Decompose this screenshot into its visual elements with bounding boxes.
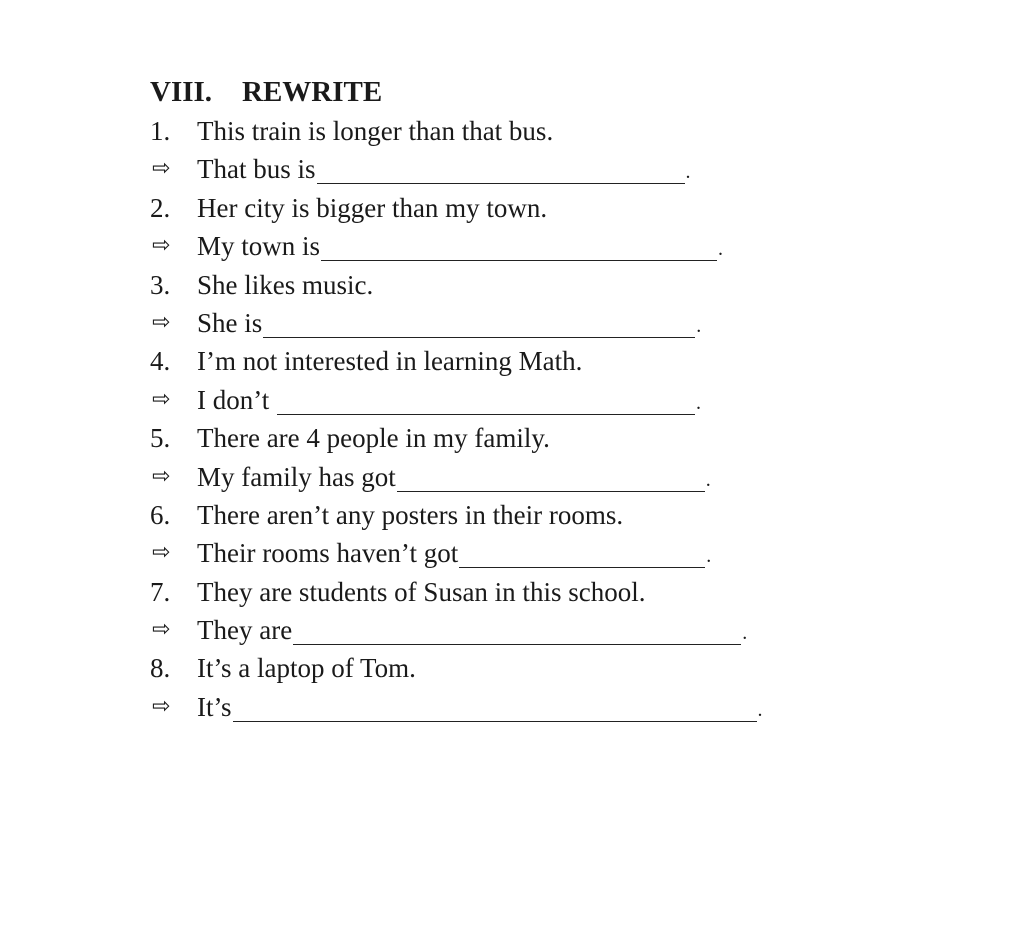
answer-start-text: My family has got [197,461,396,492]
exercise-prompt [150,266,850,304]
answer-blank[interactable] [263,311,695,338]
answer-start-text: She is [197,307,263,338]
arrow-icon: ⇨ [152,309,171,335]
answer-blank[interactable] [397,465,705,492]
item-number: 1. [150,116,171,146]
answer-blank[interactable] [293,618,741,645]
arrow-icon: ⇨ [152,617,171,643]
answer-line [150,458,850,496]
prompt-text: This train is longer than that bus. [197,116,554,146]
answer-line [150,150,850,188]
item-number: 4. [150,346,171,377]
answer-start-text: I don’t [197,384,276,415]
period: . [718,238,724,261]
section-heading [150,72,850,112]
section-title: REWRITE [242,76,383,108]
answer-blank[interactable] [233,695,757,722]
answer-line [150,381,850,419]
period: . [696,391,701,414]
item-number: 3. [150,269,171,300]
answer-blank[interactable] [321,234,717,261]
answer-blank[interactable] [459,541,705,568]
period: . [706,545,712,568]
period: . [757,698,763,721]
answer-line [150,227,850,265]
prompt-text: It’s a laptop of Tom. [197,653,416,684]
answer-blank[interactable] [317,157,685,184]
item-number: 8. [150,653,171,684]
exercise-prompt [150,189,850,227]
item-number: 7. [150,576,171,607]
period: . [742,622,748,645]
prompt-text: I’m not interested in learning Math. [197,346,583,377]
arrow-icon: ⇨ [152,463,171,489]
exercise-prompt [150,573,850,611]
answer-line [150,688,850,726]
arrow-icon: ⇨ [152,233,171,259]
prompt-text: She likes music. [197,269,374,300]
period: . [705,468,711,491]
answer-start-text: They are [197,615,293,646]
answer-line [150,611,850,649]
section-number: VIII. [150,76,213,108]
arrow-icon: ⇨ [152,156,171,182]
item-number: 2. [150,192,171,223]
answer-line [150,534,850,572]
period: . [685,161,691,184]
exercise-prompt [150,496,850,534]
answer-start-text: My town is [197,231,321,262]
exercise-prompt [150,649,850,687]
worksheet [150,72,850,726]
exercise-prompt [150,342,850,380]
item-number: 6. [150,499,171,530]
arrow-icon: ⇨ [152,540,171,566]
arrow-icon: ⇨ [152,693,171,719]
answer-start-text: That bus is [197,154,316,185]
prompt-text: There aren’t any posters in their rooms. [197,499,624,530]
period: . [696,314,702,337]
answer-start-text: Their rooms haven’t got [197,538,459,569]
answer-blank[interactable] [277,388,695,415]
exercise-prompt [150,419,850,457]
arrow-icon: ⇨ [152,386,171,412]
prompt-text: They are students of Susan in this school. [197,576,646,607]
prompt-text: Her city is bigger than my town. [197,192,548,223]
prompt-text: There are 4 people in my family. [197,423,550,454]
answer-line [150,304,850,342]
answer-start-text: It’s [197,691,232,722]
exercise-prompt [150,112,850,150]
item-number: 5. [150,423,171,454]
